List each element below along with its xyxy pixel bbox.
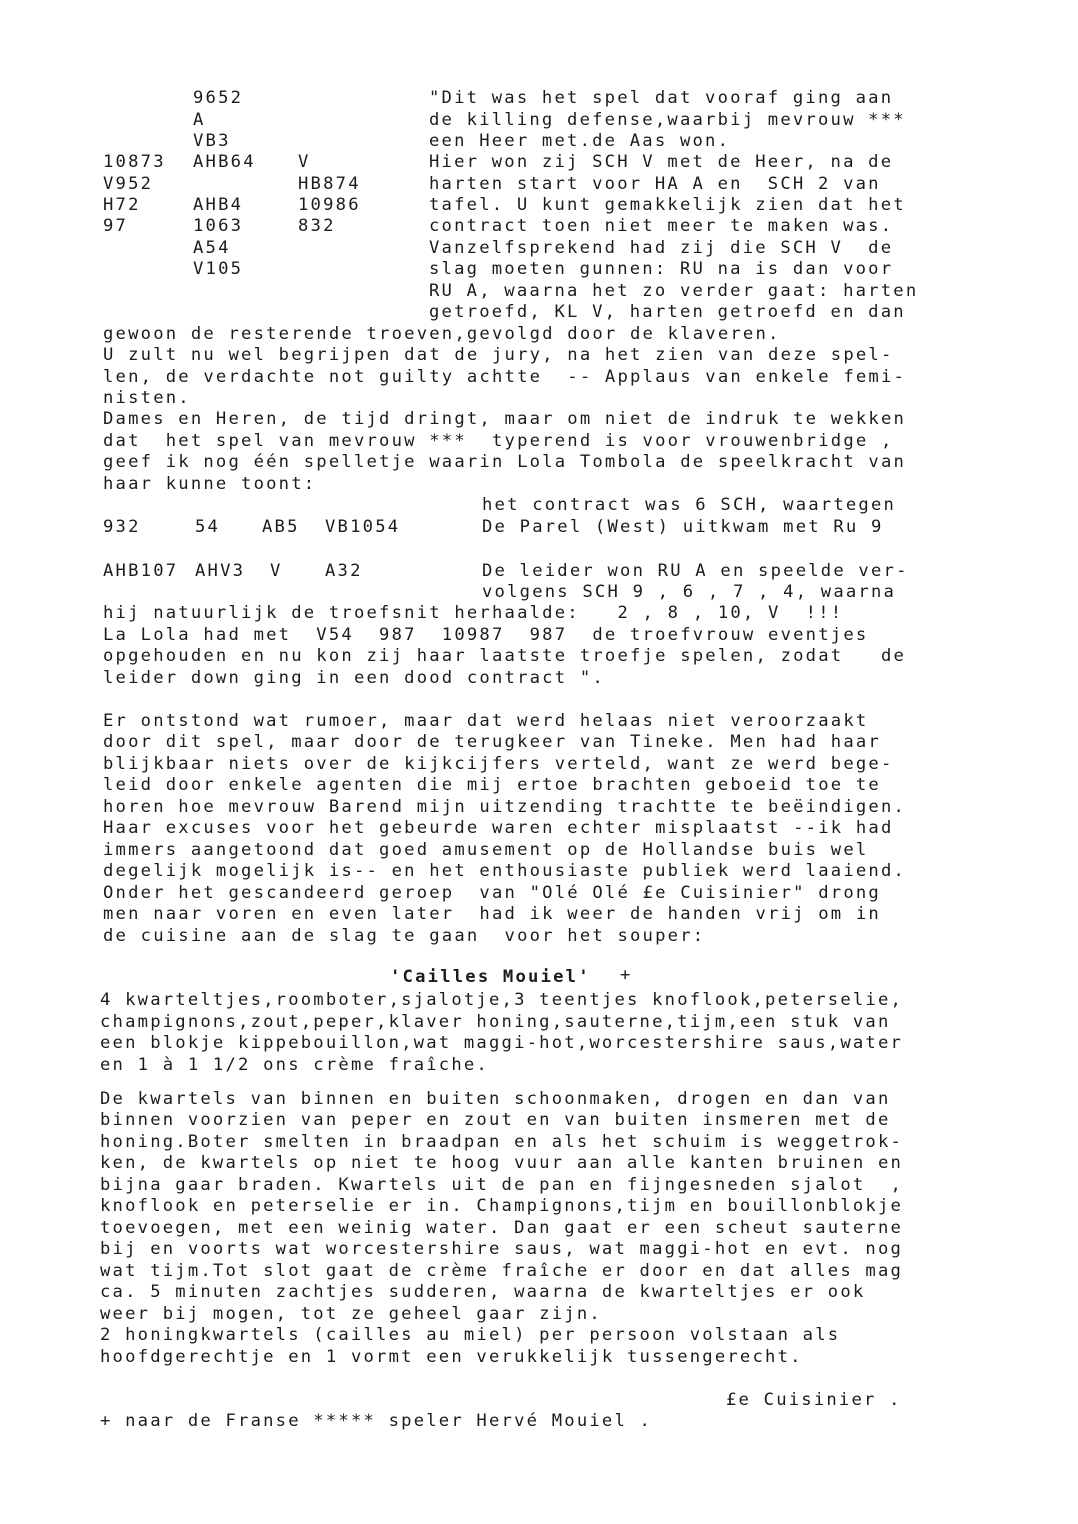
text-line: De leider won RU A en speelde ver- <box>482 561 909 581</box>
footnote: + naar de Franse ***** speler Hervé Mouiel . <box>100 1411 653 1431</box>
text-line: La Lola had met V54 987 10987 987 de troefvrouw eventjes <box>103 625 869 645</box>
text-line: leider down ging in een dood contract ". <box>103 668 605 688</box>
method-line: wat tijm.Tot slot gaat de crème fraîche er door en dat alles mag <box>100 1261 904 1281</box>
hand1-center-row3: AHB4 <box>193 195 244 215</box>
text-line: tafel. U kunt gemakkelijk zien dat het <box>429 195 906 215</box>
hand1-north-spades: 9652 <box>193 88 244 108</box>
text-line: horen hoe mevrouw Barend mijn uitzending trachtte te beëindigen. <box>103 797 907 817</box>
hand1-center-row1: AHB64 <box>193 152 256 172</box>
method-line: ca. 5 minuten zachtjes sudderen, waarna de kwarteltjes er ook <box>100 1282 866 1302</box>
signature: £e Cuisinier . <box>726 1390 902 1410</box>
hand1-east-clubs: 832 <box>298 216 336 236</box>
method-line: bij en voorts wat worcestershire saus, wat maggi-hot en evt. nog <box>100 1239 904 1259</box>
text-line: de cuisine aan de slag te gaan voor het souper: <box>103 926 706 946</box>
hand1-south-row1: A54 <box>193 238 231 258</box>
ingredient-line: en 1 à 1 1/2 ons crème fraîche. <box>100 1055 489 1075</box>
hand2-row1-hearts: 54 <box>195 517 221 537</box>
text-line: contract toen niet meer te maken was. <box>429 216 894 236</box>
hand1-north-diamonds: VB3 <box>193 131 231 151</box>
hand2-row1-clubs: VB1054 <box>325 517 401 537</box>
method-line: De kwartels van binnen en buiten schoonmaken, drogen en dan van <box>100 1089 891 1109</box>
text-line: gewoon de resterende troeven,gevolgd door de klaveren. <box>103 324 781 344</box>
method-line: binnen voorzien van peper en zout en van buiten insmeren met de <box>100 1110 891 1130</box>
footnote-mark: + <box>620 965 633 985</box>
text-line: door dit spel, maar door de terugkeer van Tineke. Men had haar <box>103 732 881 752</box>
hand2-row1-spades: 932 <box>103 517 141 537</box>
method-line: toevoegen, met een weinig water. Dan gaat er een scheut sauterne <box>100 1218 904 1238</box>
method-line: knoflook en peterselie er in. Champignons,tijm en bouillonblokje <box>100 1196 904 1216</box>
text-line: dat het spel van mevrouw *** typerend is voor vrouwenbridge , <box>103 431 894 451</box>
hand1-south-row2: V105 <box>193 259 244 279</box>
hand2-row2-clubs: A32 <box>325 561 363 581</box>
method-line: honing.Boter smelten in braadpan en als het schuim is weggetrok- <box>100 1132 904 1152</box>
text-line: "Dit was het spel dat vooraf ging aan <box>429 88 894 108</box>
hand1-west-spades: 10873 <box>103 152 166 172</box>
hand1-west-clubs: 97 <box>103 216 129 236</box>
text-line: Hier won zij SCH V met de Heer, na de <box>429 152 894 172</box>
text-line: De Parel (West) uitkwam met Ru 9 <box>482 517 884 537</box>
text-line: RU A, waarna het zo verder gaat: harten <box>429 281 919 301</box>
text-line: getroefd, KL V, harten getroefd en dan <box>429 302 906 322</box>
text-line: het contract was 6 SCH, waartegen <box>482 495 897 515</box>
method-line: ken, de kwartels op niet te hoog vuur aan alle kanten bruinen en <box>100 1153 904 1173</box>
method-line: weer bij mogen, tot ze geheel gaar zijn. <box>100 1304 602 1324</box>
text-line: Er ontstond wat rumoer, maar dat werd helaas niet veroorzaakt <box>103 711 869 731</box>
hand1-north-hearts: A <box>193 110 206 130</box>
text-line: volgens SCH 9 , 6 , 7 , 4, waarna <box>482 582 897 602</box>
text-line: Onder het gescandeerd geroep van "Olé Olé £e Cuisinier" drong <box>103 883 881 903</box>
hand1-east-diamonds: 10986 <box>298 195 361 215</box>
text-line: nisten. <box>103 388 191 408</box>
hand1-west-diamonds: H72 <box>103 195 141 215</box>
ingredient-line: een blokje kippebouillon,wat maggi-hot,worcestershire saus,water <box>100 1033 904 1053</box>
text-line: Dames en Heren, de tijd dringt, maar om niet de indruk te wekken <box>103 409 907 429</box>
recipe-title: 'Cailles Mouiel' <box>390 967 591 987</box>
text-line: U zult nu wel begrijpen dat de jury, na het zien van deze spel- <box>103 345 894 365</box>
hand2-row2-hearts: AHV3 <box>195 561 246 581</box>
text-line: immers aangetoond dat goed amusement op de Hollandse buis wel <box>103 840 869 860</box>
text-line: een Heer met.de Aas won. <box>429 131 731 151</box>
text-line: blijkbaar niets over de kijkcijfers verteld, want ze werd bege- <box>103 754 894 774</box>
hand1-east-hearts: HB874 <box>298 174 361 194</box>
ingredient-line: champignons,zout,peper,klaver honing,sauterne,tijm,een stuk van <box>100 1012 891 1032</box>
text-line: len, de verdachte not guilty achtte -- Applaus van enkele femi- <box>103 367 907 387</box>
text-line: men naar voren en even later had ik weer de handen vrij om in <box>103 904 881 924</box>
method-line: bijna gaar braden. Kwartels uit de pan en fijngesneden sjalot , <box>100 1175 904 1195</box>
text-line: slag moeten gunnen: RU na is dan voor <box>429 259 894 279</box>
hand1-center-row4: 1063 <box>193 216 244 236</box>
text-line: leid door enkele agenten die mij ertoe brachten geboeid toe te <box>103 775 881 795</box>
text-line: Haar excuses voor het gebeurde waren echter misplaatst --ik had <box>103 818 894 838</box>
method-line: hoofdgerechtje en 1 vormt een verukkelijk tussengerecht. <box>100 1347 803 1367</box>
text-line: degelijk mogelijk is-- en het enthousiaste publiek werd laaiend. <box>103 861 907 881</box>
ingredient-line: 4 kwarteltjes,roomboter,sjalotje,3 teentjes knoflook,peterselie, <box>100 990 904 1010</box>
hand1-east-spades: V <box>298 152 311 172</box>
text-line: haar kunne toont: <box>103 474 317 494</box>
hand2-row2-spades: AHB107 <box>103 561 179 581</box>
method-line: 2 honingkwartels (cailles au miel) per persoon volstaan als <box>100 1325 841 1345</box>
text-line: geef ik nog één spelletje waarin Lola Tombola de speelkracht van <box>103 452 907 472</box>
text-line: hij natuurlijk de troefsnit herhaalde: 2 , 8 , 10, V !!! <box>103 603 844 623</box>
hand1-west-hearts: V952 <box>103 174 154 194</box>
hand2-row1-diamonds: AB5 <box>262 517 300 537</box>
text-line: opgehouden en nu kon zij haar laatste troefje spelen, zodat de <box>103 646 907 666</box>
text-line: de killing defense,waarbij mevrouw *** <box>429 110 906 130</box>
hand2-row2-diamonds: V <box>270 561 283 581</box>
text-line: harten start voor HA A en SCH 2 van <box>429 174 881 194</box>
text-line: Vanzelfsprekend had zij die SCH V de <box>429 238 894 258</box>
